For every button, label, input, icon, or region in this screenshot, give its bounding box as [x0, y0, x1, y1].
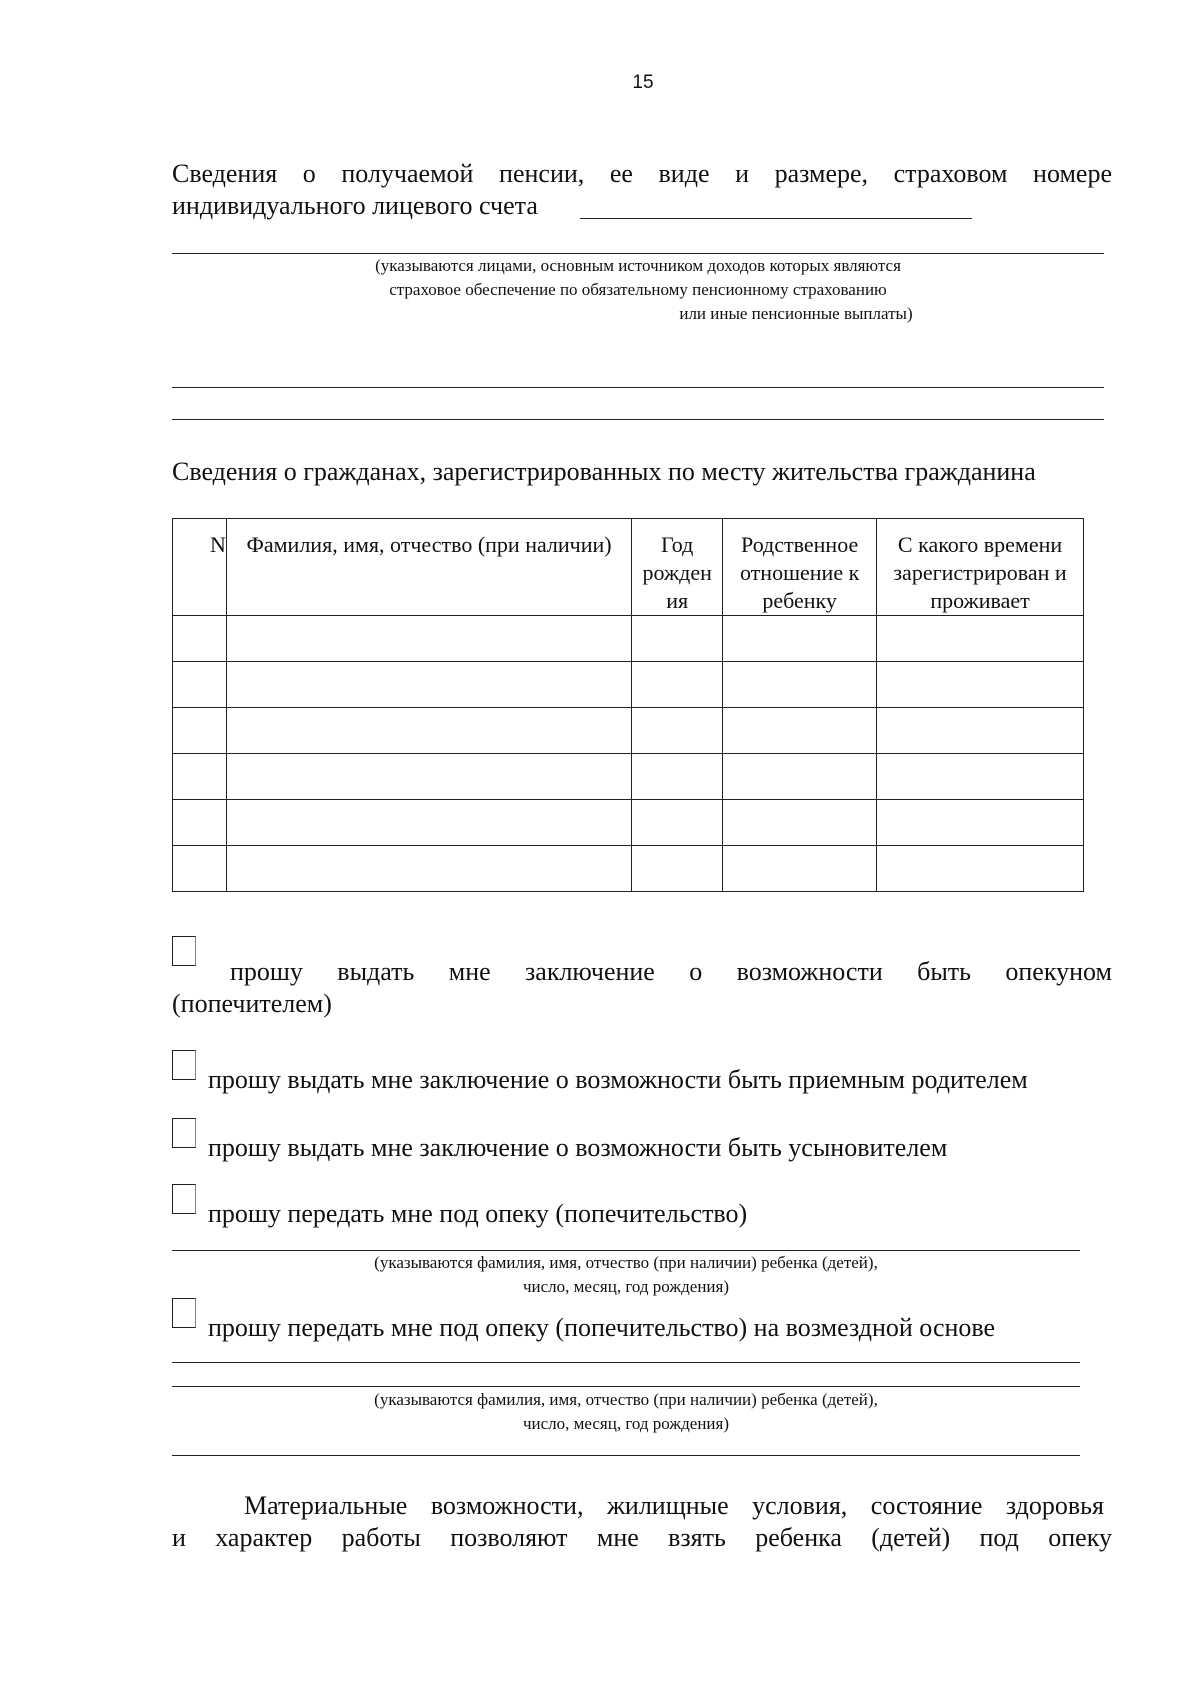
table-cell[interactable]	[632, 662, 723, 708]
guardian-text-line2: (попечителем)	[172, 989, 332, 1018]
table-cell[interactable]	[723, 754, 877, 800]
table-cell[interactable]	[632, 846, 723, 892]
table-row	[173, 662, 1084, 708]
table-cell[interactable]	[632, 754, 723, 800]
foster-text: прошу выдать мне заключение о возможности быть приемным родителем	[208, 1065, 1028, 1094]
pension-note-line1: (указываются лицами, основным источником доходов которых являются	[375, 256, 901, 275]
table-cell[interactable]	[173, 754, 227, 800]
adopter-checkbox[interactable]	[172, 1118, 196, 1148]
paid-custody-fill-line-3[interactable]	[172, 1455, 1080, 1456]
col-name-header: Фамилия, имя, отчество (при наличии)	[226, 519, 631, 616]
pension-fill-line-4[interactable]	[172, 419, 1104, 420]
request-paid-custody	[172, 1296, 1112, 1342]
table-cell[interactable]	[173, 662, 227, 708]
closing-line2: и характер работы позволяют мне взять ребенка (детей) под опеку	[172, 1523, 1112, 1552]
table-header-row	[173, 519, 1084, 616]
custody-text: прошу передать мне под опеку (попечительство)	[208, 1199, 748, 1228]
table-cell[interactable]	[226, 800, 631, 846]
paid-custody-fill-line-2[interactable]	[172, 1386, 1080, 1387]
table-cell[interactable]	[226, 708, 631, 754]
request-custody	[172, 1182, 1112, 1228]
pension-text-line1: Сведения о получаемой пенсии, ее виде и размере, страховом номере	[172, 159, 1112, 188]
adopter-text: прошу выдать мне заключение о возможности быть усыновителем	[208, 1133, 948, 1162]
foster-checkbox[interactable]	[172, 1050, 196, 1080]
table-row	[173, 846, 1084, 892]
table-cell[interactable]	[632, 616, 723, 662]
table-cell[interactable]	[723, 662, 877, 708]
table-cell[interactable]	[226, 754, 631, 800]
paid-note-line2: число, месяц, год рождения)	[522, 1414, 730, 1433]
col-number-header: N	[173, 519, 227, 616]
table-cell[interactable]	[226, 846, 631, 892]
table-cell[interactable]	[877, 800, 1084, 846]
guardian-text-line1: прошу выдать мне заключение о возможности быть опекуном	[230, 957, 1112, 986]
paid-custody-text: прошу передать мне под опеку (попечительство) на возмездной основе	[208, 1313, 996, 1342]
custody-checkbox[interactable]	[172, 1184, 196, 1214]
col-year-header: Год рожден ия	[632, 519, 723, 616]
pension-text-line2: индивидуального лицевого счета	[172, 191, 538, 220]
table-cell[interactable]	[877, 662, 1084, 708]
table-cell[interactable]	[723, 708, 877, 754]
citizens-title: Сведения о гражданах, зарегистрированных по месту жительства гражданина	[172, 457, 1036, 486]
pension-note-line2: страховое обеспечение по обязательному пенсионному страхованию	[389, 280, 887, 299]
table-cell[interactable]	[723, 616, 877, 662]
table-row	[173, 708, 1084, 754]
request-foster	[172, 1048, 1112, 1094]
table-cell[interactable]	[226, 616, 631, 662]
paid-custody-fill-line[interactable]	[172, 1362, 1080, 1363]
request-adopter	[172, 1116, 1112, 1162]
table-cell[interactable]	[173, 846, 227, 892]
citizens-table	[172, 518, 1084, 892]
table-row	[173, 800, 1084, 846]
table-cell[interactable]	[723, 846, 877, 892]
custody-note-line1: (указываются фамилия, имя, отчество (при наличии) ребенка (детей),	[374, 1253, 878, 1272]
table-cell[interactable]	[632, 708, 723, 754]
request-guardian	[172, 936, 1112, 986]
table-cell[interactable]	[877, 616, 1084, 662]
paid-custody-checkbox[interactable]	[172, 1298, 196, 1328]
table-cell[interactable]	[877, 754, 1084, 800]
table-cell[interactable]	[877, 708, 1084, 754]
pension-fill-line[interactable]	[580, 218, 972, 219]
table-row	[173, 754, 1084, 800]
pension-note-line3: или иные пенсионные выплаты)	[679, 304, 913, 323]
pension-fill-line-3[interactable]	[172, 387, 1104, 388]
custody-note-line2: число, месяц, год рождения)	[522, 1277, 730, 1296]
table-cell[interactable]	[173, 800, 227, 846]
paid-note-line1: (указываются фамилия, имя, отчество (при наличии) ребенка (детей),	[374, 1390, 878, 1409]
table-row	[173, 616, 1084, 662]
table-cell[interactable]	[173, 616, 227, 662]
table-cell[interactable]	[877, 846, 1084, 892]
col-since-header: С какого времени зарегистрирован и проживает	[877, 519, 1084, 616]
table-cell[interactable]	[173, 708, 227, 754]
table-cell[interactable]	[632, 800, 723, 846]
table-cell[interactable]	[723, 800, 877, 846]
table-cell[interactable]	[226, 662, 631, 708]
guardian-checkbox[interactable]	[172, 936, 196, 966]
page-number: 15	[632, 72, 654, 93]
closing-line1: Материальные возможности, жилищные условия, состояние здоровья	[244, 1491, 1104, 1520]
col-relation-header: Родственное отношение к ребенку	[723, 519, 877, 616]
